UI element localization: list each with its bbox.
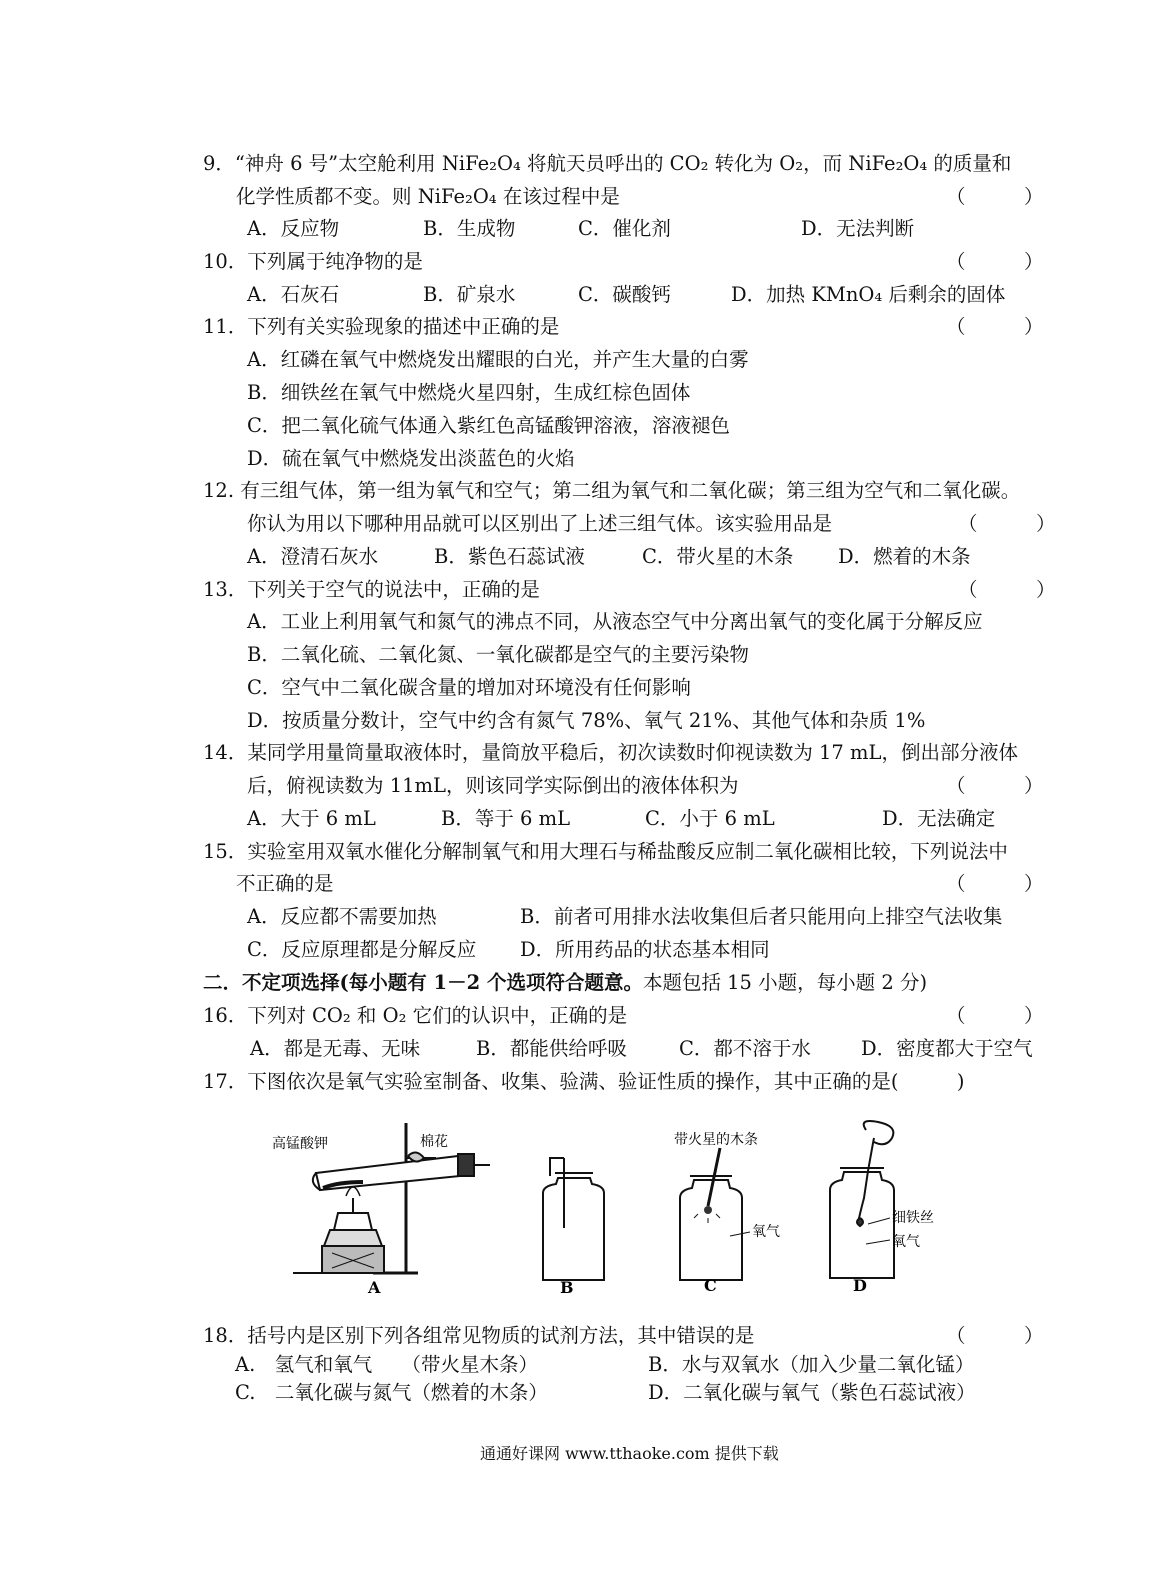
q13-answer-paren: （ ） <box>958 578 1056 601</box>
q10-option-b: B．矿泉水 <box>423 283 516 306</box>
q12-option-b: B．紫色石蕊试液 <box>434 545 585 568</box>
q12-stem-line2: 你认为用以下哪种用品就可以区别出了上述三组气体。该实验用品是 <box>247 512 833 535</box>
q16-option-c: C．都不溶于水 <box>679 1037 811 1060</box>
q11-answer-paren: （ ） <box>946 315 1044 338</box>
q9-option-b: B．生成物 <box>423 217 516 240</box>
q13-option-d: D．按质量分数计，空气中约含有氮气 78%、氧气 21%、其他气体和杂质 1% <box>247 709 926 732</box>
section2-heading-rest: 本题包括 15 小题，每小题 2 分) <box>642 971 928 994</box>
q11-stem: 11．下列有关实验现象的描述中正确的是 <box>203 315 560 338</box>
q13-option-c: C．空气中二氧化碳含量的增加对环境没有任何影响 <box>247 676 691 699</box>
q15-stem-line1: 15．实验室用双氧水催化分解制氧气和用大理石与稀盐酸反应制二氧化碳相比较，下列说法中 <box>203 840 1008 863</box>
q16-option-d: D．密度都大于空气 <box>861 1037 1033 1060</box>
q14-option-d: D．无法确定 <box>882 807 996 830</box>
letter-a: A <box>368 1278 381 1297</box>
q13-option-b: B．二氧化硫、二氧化氮、一氧化碳都是空气的主要污染物 <box>247 643 749 666</box>
page-footer: 通通好课网 www.tthaoke.com 提供下载 <box>480 1444 779 1463</box>
q10-answer-paren: （ ） <box>946 250 1044 273</box>
q12-answer-paren: （ ） <box>958 512 1056 535</box>
q12-option-c: C．带火星的木条 <box>642 545 794 568</box>
q16-option-a: A．都是无毒、无味 <box>250 1037 421 1060</box>
q17-stem: 17．下图依次是氧气实验室制备、收集、验满、验证性质的操作，其中正确的是( ) <box>203 1070 965 1093</box>
q10-option-a: A．石灰石 <box>247 283 340 306</box>
q18-option-b: B．水与双氧水（加入少量二氧化锰） <box>648 1353 975 1376</box>
section2-heading-bold: 二．不定项选择(每小题有 1－2 个选项符合题意。 <box>203 971 643 994</box>
label-kmno4: 高锰酸钾 <box>272 1136 328 1152</box>
q10-option-d: D．加热 KMnO₄ 后剩余的固体 <box>731 283 1006 306</box>
label-iron-wire: 细铁丝 <box>892 1210 934 1226</box>
q18-option-a: A. 氢气和氧气 （带火星木条） <box>235 1353 539 1376</box>
q14-option-b: B．等于 6 mL <box>441 807 571 830</box>
q15-option-d: D．所用药品的状态基本相同 <box>520 938 770 961</box>
letter-c: C <box>704 1276 717 1295</box>
q18-stem: 18．括号内是区别下列各组常见物质的试剂方法，其中错误的是 <box>203 1324 755 1347</box>
q13-option-a: A．工业上利用氧气和氮气的沸点不同，从液态空气中分离出氧气的变化属于分解反应 <box>247 610 983 633</box>
q14-answer-paren: （ ） <box>946 774 1044 797</box>
q11-option-a: A．红磷在氧气中燃烧发出耀眼的白光，并产生大量的白雾 <box>247 348 749 371</box>
q18-answer-paren: （ ） <box>946 1324 1044 1347</box>
letter-b: B <box>560 1278 574 1297</box>
q12-option-a: A．澄清石灰水 <box>247 545 379 568</box>
apparatus-c-splint-test <box>680 1148 750 1280</box>
q11-option-d: D．硫在氧气中燃烧发出淡蓝色的火焰 <box>247 447 575 470</box>
q9-option-d: D．无法判断 <box>801 217 915 240</box>
q14-stem-line1: 14．某同学用量筒量取液体时，量筒放平稳后，初次读数时仰视读数为 17 mL，倒出部分液体 <box>203 741 1018 764</box>
q10-option-c: C．碳酸钙 <box>578 283 671 306</box>
q15-option-c: C．反应原理都是分解反应 <box>247 938 477 961</box>
q18-option-c: C. 二氧化碳与氮气（燃着的木条） <box>235 1381 548 1404</box>
q10-stem: 10．下列属于纯净物的是 <box>203 250 423 273</box>
q9-stem-line1: 9．“神舟 6 号”太空舱利用 NiFe₂O₄ 将航天员呼出的 CO₂ 转化为 O₂，而 NiFe₂O₄ 的质量和 <box>203 152 1012 175</box>
q11-option-b: B．细铁丝在氧气中燃烧火星四射，生成红棕色固体 <box>247 381 691 404</box>
label-cotton: 棉花 <box>420 1134 448 1150</box>
label-oxygen-c: 氧气 <box>752 1224 780 1240</box>
q15-option-b: B．前者可用排水法收集但后者只能用向上排空气法收集 <box>520 905 1003 928</box>
apparatus-b-gas-bottle <box>543 1158 604 1280</box>
q16-stem: 16．下列对 CO₂ 和 O₂ 它们的认识中，正确的是 <box>203 1004 628 1027</box>
label-glowing-splint: 带火星的木条 <box>674 1132 758 1148</box>
q9-option-a: A．反应物 <box>247 217 340 240</box>
q9-option-c: C．催化剂 <box>578 217 671 240</box>
letter-d: D <box>853 1276 867 1295</box>
q14-option-a: A．大于 6 mL <box>247 807 376 830</box>
q12-option-d: D．燃着的木条 <box>838 545 971 568</box>
q13-stem: 13．下列关于空气的说法中，正确的是 <box>203 578 540 601</box>
q14-option-c: C．小于 6 mL <box>645 807 775 830</box>
section2-heading <box>203 970 927 996</box>
q15-stem-line2: 不正确的是 <box>236 872 334 895</box>
q9-answer-paren: （ ） <box>946 185 1044 208</box>
label-oxygen-d: 氧气 <box>892 1234 920 1250</box>
q12-stem-line1: 12. 有三组气体，第一组为氧气和空气；第二组为氧气和二氧化碳；第三组为空气和二氧化碳。 <box>203 479 1021 502</box>
q15-option-a: A．反应都不需要加热 <box>247 905 437 928</box>
q18-option-d: D．二氧化碳与氧气（紫色石蕊试液） <box>648 1381 976 1404</box>
q15-answer-paren: （ ） <box>946 872 1044 895</box>
q16-answer-paren: （ ） <box>946 1004 1044 1027</box>
q14-stem-line2: 后，俯视读数为 11mL，则该同学实际倒出的液体体积为 <box>247 774 739 797</box>
q17-apparatus-figure <box>268 1118 1048 1298</box>
apparatus-d-iron-wire <box>830 1121 894 1278</box>
q11-option-c: C．把二氧化硫气体通入紫红色高锰酸钾溶液，溶液褪色 <box>247 414 730 437</box>
q16-option-b: B．都能供给呼吸 <box>476 1037 627 1060</box>
q9-stem-line2: 化学性质都不变。则 NiFe₂O₄ 在该过程中是 <box>236 185 620 208</box>
